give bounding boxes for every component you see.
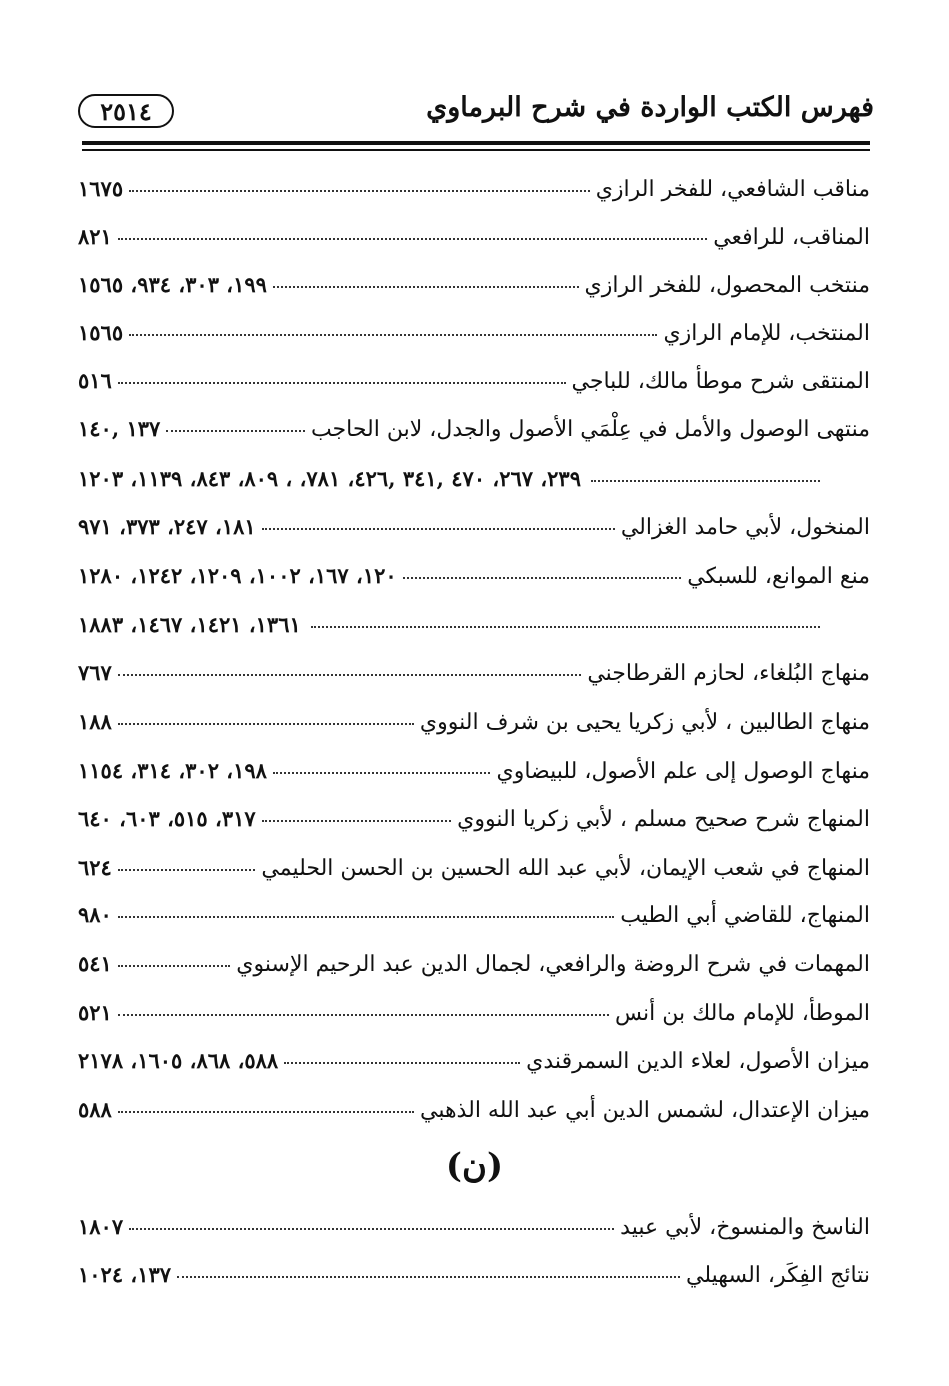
entry-pages: ١٣٦١، ١٤٢١، ١٤٦٧، ١٨٨٣ bbox=[78, 612, 301, 637]
dot-leader bbox=[166, 430, 305, 432]
dot-leader bbox=[118, 916, 614, 918]
entry-title: المنتخب، للإمام الرازي bbox=[663, 321, 870, 346]
header-rule-thick bbox=[82, 141, 870, 145]
index-entry bbox=[78, 660, 870, 694]
index-entry bbox=[78, 1214, 870, 1248]
index-entry bbox=[78, 368, 870, 402]
dot-leader bbox=[591, 480, 820, 482]
entry-title: ميزان الإعتدال، لشمس الدين أبي عبد الله الذهبي bbox=[419, 1098, 870, 1123]
entry-pages: ٩٨٠ bbox=[78, 902, 112, 927]
index-entry bbox=[78, 758, 870, 792]
dot-leader bbox=[273, 286, 579, 288]
index-entry bbox=[78, 224, 870, 258]
index-entry bbox=[78, 1048, 870, 1082]
entry-title: المهمات في شرح الروضة والرافعي، لجمال الدين عبد الرحيم الإسنوي bbox=[236, 952, 870, 977]
entry-pages: ١٦٧٥ bbox=[78, 176, 124, 201]
entry-pages: ١٨٠٧ bbox=[78, 1214, 124, 1239]
dot-leader bbox=[118, 869, 256, 871]
entry-title: منهاج البُلغاء، لحازم القرطاجني bbox=[587, 661, 870, 686]
index-entry-continuation bbox=[78, 612, 870, 646]
dot-leader bbox=[262, 820, 452, 822]
entry-title: منتهى الوصول والأمل في عِلْمَي الأصول والجدل، لابن الحاجب bbox=[310, 417, 870, 442]
entry-title: منهاج الطالبين ، لأبي زكريا يحيى بن شرف النووي bbox=[419, 710, 870, 735]
dot-leader bbox=[273, 772, 491, 774]
index-entry bbox=[78, 563, 870, 597]
index-entry bbox=[78, 709, 870, 743]
dot-leader bbox=[118, 382, 566, 384]
entry-title: منهاج الوصول إلى علم الأصول، للبيضاوي bbox=[496, 759, 870, 784]
entry-pages: ١٢٠، ١٦٧، ١٠٠٢، ١٢٠٩، ١٢٤٢، ١٢٨٠ bbox=[78, 563, 397, 588]
entry-pages: ٥٨٨، ٨٦٨، ١٦٠٥، ٢١٧٨ bbox=[78, 1048, 279, 1073]
dot-leader bbox=[118, 965, 230, 967]
entry-pages: ١٥٦٥ bbox=[78, 320, 124, 345]
entry-pages: ٧٦٧ bbox=[78, 660, 112, 685]
dot-leader bbox=[403, 577, 682, 579]
entry-pages: ١٣٧ ,١٤٠ bbox=[78, 416, 161, 441]
entry-pages: ٦٢٤ bbox=[78, 855, 112, 880]
entry-pages: ١٣٧، ١٠٢٤ bbox=[78, 1262, 172, 1287]
index-entry bbox=[78, 855, 870, 889]
dot-leader bbox=[118, 238, 707, 240]
dot-leader bbox=[262, 528, 615, 530]
index-entry bbox=[78, 902, 870, 936]
entry-pages: ١٨٨ bbox=[78, 709, 112, 734]
entry-title: نتائج الفِكَر، السهيلي bbox=[686, 1263, 870, 1288]
entry-title: الموطأ، للإمام مالك بن أنس bbox=[614, 1001, 870, 1026]
dot-leader bbox=[177, 1276, 680, 1278]
entry-title: منتخب المحصول، للفخر الرازي bbox=[584, 273, 870, 298]
entry-pages: ٨٢١ bbox=[78, 224, 112, 249]
entry-pages: ٥٤١ bbox=[78, 951, 112, 976]
index-entry bbox=[78, 416, 870, 450]
entry-title: المناقب، للرافعي bbox=[713, 225, 870, 250]
section-heading-letter: (ن) bbox=[445, 1146, 504, 1186]
index-entry bbox=[78, 806, 870, 840]
entry-title: الناسخ والمنسوخ، لأبي عبيد bbox=[620, 1215, 870, 1240]
index-entry bbox=[78, 951, 870, 985]
entry-title: المنهاج شرح صحيح مسلم ، لأبي زكريا النووي bbox=[457, 807, 870, 832]
entry-pages: ٣١٧، ٥١٥، ٦٠٣، ٦٤٠ bbox=[78, 806, 256, 831]
entry-title: ميزان الأصول، لعلاء الدين السمرقندي bbox=[526, 1049, 870, 1074]
entry-title: المنخول، لأبي حامد الغزالي bbox=[620, 515, 870, 540]
dot-leader bbox=[284, 1062, 520, 1064]
entry-pages: ٢٣٩، ٢٦٧، ٤٧٠ ,٣٤١ ,٤٢٦، ٧٨١، ، ٨٠٩، ٨٤٣، ١١٣٩، ١٢٠٣ bbox=[78, 466, 581, 491]
dot-leader bbox=[129, 190, 590, 192]
running-title: فهرس الكتب الواردة في شرح البرماوي bbox=[426, 92, 874, 123]
entry-pages: ٥٢١ bbox=[78, 1000, 112, 1025]
entry-pages: ٥٨٨ bbox=[78, 1097, 112, 1122]
index-entry bbox=[78, 514, 870, 548]
entry-pages: ٥١٦ bbox=[78, 368, 112, 393]
dot-leader bbox=[118, 723, 414, 725]
entry-pages: ١٨١، ٢٤٧، ٣٧٣، ٩٧١ bbox=[78, 514, 256, 539]
index-entry bbox=[78, 320, 870, 354]
entry-title: المنتقى شرح موطأ مالك، للباجي bbox=[571, 369, 870, 394]
index-entry bbox=[78, 176, 870, 210]
entry-title: مناقب الشافعي، للفخر الرازي bbox=[595, 177, 870, 202]
entry-title: المنهاج في شعب الإيمان، لأبي عبد الله الحسين بن الحسن الحليمي bbox=[261, 856, 870, 881]
index-entry bbox=[78, 1097, 870, 1131]
dot-leader bbox=[129, 334, 657, 336]
dot-leader bbox=[118, 1014, 609, 1016]
page-header bbox=[78, 88, 874, 138]
dot-leader bbox=[129, 1228, 614, 1230]
dot-leader bbox=[311, 626, 820, 628]
header-rule-thin bbox=[82, 149, 870, 151]
dot-leader bbox=[118, 674, 581, 676]
index-entry bbox=[78, 1000, 870, 1034]
index-entry-continuation bbox=[78, 466, 870, 500]
entry-title: منع الموانع، للسبكي bbox=[687, 564, 870, 589]
entry-pages: ١٩٩، ٣٠٣، ٩٣٤، ١٥٦٥ bbox=[78, 272, 267, 297]
page-number-badge: ٢٥١٤ bbox=[78, 94, 174, 128]
index-entry bbox=[78, 1262, 870, 1296]
entry-title: المنهاج، للقاضي أبي الطيب bbox=[620, 903, 870, 928]
entry-pages: ١٩٨، ٣٠٢، ٣١٤، ١١٥٤ bbox=[78, 758, 267, 783]
dot-leader bbox=[118, 1111, 414, 1113]
index-entry bbox=[78, 272, 870, 306]
